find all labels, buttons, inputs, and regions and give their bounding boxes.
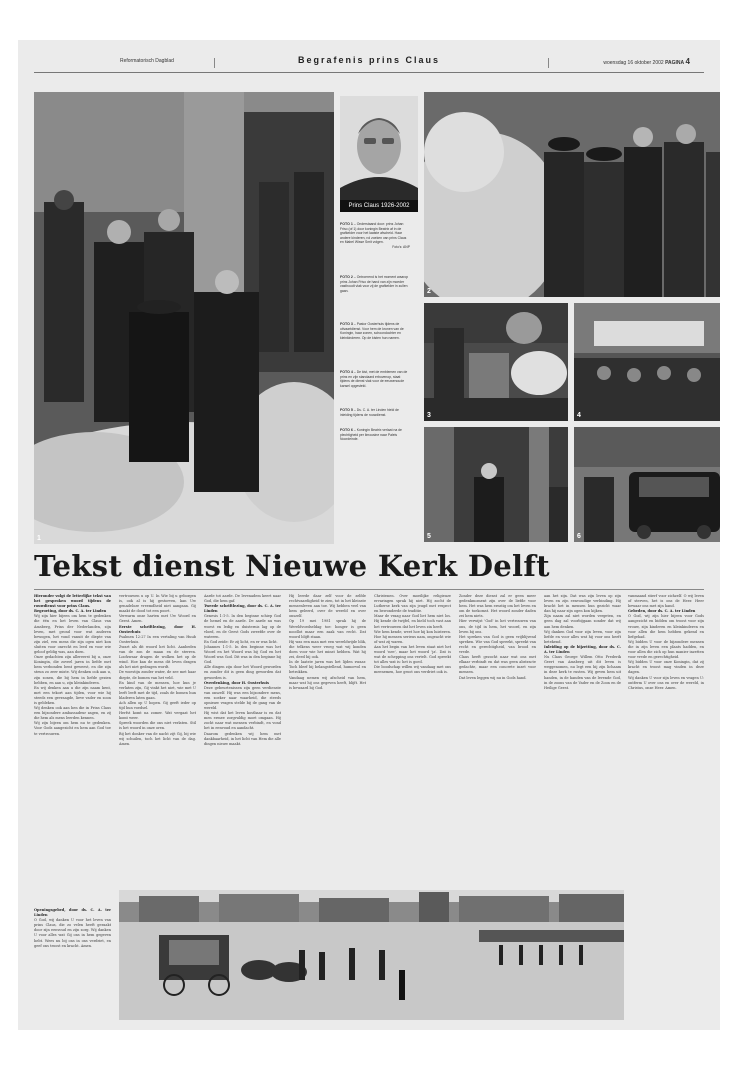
photo-4-coffin — [574, 303, 720, 421]
photo-procession-carriage — [119, 890, 624, 1020]
article-column-4 — [289, 594, 366, 884]
column-paragraph: Zijn naam zal niet worden vergeten, en geen dag zal voorbijgaan zonder dat wij aan hem denken. — [544, 614, 621, 629]
photo-5-image — [424, 427, 568, 542]
column-subheading: Inleiding op de bijzetting, door ds. C. A. ter Linden — [544, 644, 621, 655]
photo-caption-1 — [340, 222, 410, 250]
column-subheading: Openingsgebed, door ds. C. A. ter Linden — [34, 908, 111, 918]
column-paragraph: De woestijn zonder water, de zee met haar diepte, de bomen van het veld. — [119, 670, 196, 680]
photo-6-limousine — [574, 427, 720, 542]
photo-caption-2 — [340, 275, 410, 293]
photo-caption-4 — [340, 370, 410, 388]
column-paragraph: Christenen. Over moeilijke religieuze ervaringen sprak hij niet. Hij zocht de Lutherse kerk van zijn jeugd met respect en bewonderde de traditie. — [374, 594, 451, 614]
column-paragraph: Spreek woorden die ons niet verlaten. Stil is het woord in onze oren. — [119, 721, 196, 731]
photo-caption-5 — [340, 408, 410, 417]
article-column-3 — [204, 594, 281, 884]
caption-label: FOTO 1 — [340, 222, 353, 226]
caption-text: – Koningin Beatrix verlaat na de plechtigheid per limousine naar Paleis Noordeinde. — [340, 428, 402, 442]
page-label: PAGINA — [665, 60, 685, 66]
column-paragraph: Genesis 1:1-5. In den beginne schiep God de hemel en de aarde. De aarde nu was woest en ledig en duisternis lag op de vloed, en de Geest Gods zweefde over de wateren. — [204, 614, 281, 639]
column-paragraph: Ach allen op U hopen. Gij geeft ieder op tijd hun voedsel. — [119, 700, 196, 711]
column-subheading: Tweede schriftlezing, door ds. C. A. ter Linden — [204, 604, 281, 614]
caption-text: – Ds. C. A. ter Linden hield de inleiding tijdens de rouwdienst. — [340, 408, 399, 417]
photo-caption-3 — [340, 322, 410, 340]
headline-rule — [34, 589, 704, 590]
photo-number: 3 — [427, 412, 431, 419]
caption-label: FOTO 3 — [340, 322, 353, 326]
header-date-page — [603, 57, 690, 66]
column-paragraph: O God, wij danken U voor het leven van prins Claus, die zo velen heeft geraakt door zijn eenvoud en zijn zorg. Wij danken U voor alles wat Gij ons in hem gegeven hebt. Wees nu bij ons in ons verdriet, en geef ons troost en kracht. Amen. — [34, 918, 111, 948]
column-paragraph: Psalmen 12:27 In een vertaling van Huub Oosterhuis. — [119, 634, 196, 644]
column-paragraph: Wij bidden U voor de bijzondere mensen die in zijn leven een plaats hadden, en voor allen die zich op hun manier inzetten voor vrede en gerechtigheid. — [628, 639, 704, 660]
column-paragraph: Johannes 1:1-5. In den beginne was het Woord en het Woord was bij God en het Woord was God. Dit was in den beginne bij God. — [204, 644, 281, 665]
article-column-8 — [628, 594, 704, 1024]
column-paragraph: Daarom gedenken wij hem met dankbaarheid, in het licht van Hem die alle dingen nieuw maakt. — [204, 731, 281, 746]
photo-number: 4 — [577, 412, 581, 419]
column-paragraph: En wij denken aan u die zijn naam kent, met een tekort aan tijden, voor wie hij steeds een gevraagde, lieve vader en zoon is gebleken. — [34, 685, 111, 705]
caption-label: FOTO 4 — [340, 370, 353, 374]
photo-5-ds-ter-linden — [424, 427, 568, 542]
column-paragraph: Hier verwijst 'God' in het vertrouwen van ons, de tijd in hem, het woord, en zijn leven bij ons. — [459, 619, 536, 634]
caption-label: FOTO 5 — [340, 408, 353, 412]
column-paragraph: Maar de vraag naar God liet hem niet los. Hij kende de twijfel, en hield toch vast aan het vertrouwen dat het leven zin heeft. — [374, 614, 451, 629]
column-paragraph: Hij leerde daar zelf voor de zelfde rechtvaardigheid te zien, tot in het kleinste mensenleven aan toe. Wij hebben veel van hem geleerd, over de wereld en over onszelf. — [289, 594, 366, 619]
column-paragraph: O God, wij zijn hier bijeen voor Gods aangezicht en bidden om troost voor zijn vrouw, zijn kinderen en kleinkinderen en voor allen die hem hebben gekend en liefgehad. — [628, 614, 704, 639]
column-paragraph: Wij danken U voor zijn leven en vragen U: ontferm U over ons en over de wereld, in Christus, onze Heer. Amen. — [628, 675, 704, 690]
issue-date: woensdag 16 oktober 2002 — [603, 60, 664, 66]
column-paragraph: Dat leven leggen wij nu in Gods hand. — [459, 675, 527, 680]
column-paragraph: En God zeide: Er zij licht, en er was licht. — [204, 639, 278, 644]
photo-number: 1 — [37, 535, 41, 542]
column-paragraph: Claus heeft gezocht naar wat ons met elkaar verbindt en dat was geen abstracte gedachte, maar een concrete inzet voor mensen. — [459, 655, 536, 675]
column-paragraph: aan het zijn. Dat was zijn leven op zijn leven en zijn eenvoudige verbinding. Hij bracht het in mensen hun gezicht waar dan hij naar zijn ogen kon kijken. — [544, 594, 621, 614]
column-paragraph: Wij zijn hier bijeen om hem te gedenken die één en het leven van Claus van Amsberg, Prins der Nederlanden, zijn leven, met grond voor wat anderen bewogen, het vond vanuit de diepte van zijn ziel, een mens die zijn ogen niet kon sluiten voor onrecht en leed en voor wie geloof geldig was, aan doen. — [34, 614, 111, 655]
column-paragraph: Alle dingen zijn door het Woord geworden en zonder dit is geen ding geworden dat geworden is. — [204, 665, 281, 680]
header-divider — [548, 58, 549, 68]
column-paragraph: Vandaag nemen wij afscheid van hem, maar wat hij ons gegeven heeft, blijft. Het is bewaard bij God. — [289, 675, 366, 690]
column-paragraph: Die boodschap willen wij vandaag met ons meenemen, hoe groot ons verdriet ook is. — [374, 665, 451, 675]
caption-text: – De kist, met de emblemen van de prins en zijn standaard erbovenop, staat tijdens de dienst vlak voor de eeuwenoude kansel opgesteld. — [340, 370, 408, 388]
column-paragraph: Nu Claus George Willem Otto Frederik Geert van Amsberg uit dit leven is weggenomen, nu legt een hij zijn lichaam in deze kerk te rusten. Wij geven hem uit handen, in de handen van de levende God, in de zoons van de Vader en de Zoon en de Heilige Geest. — [544, 655, 621, 690]
article-headline: Tekst dienst Nieuwe Kerk Delft — [34, 549, 550, 583]
column-paragraph: In de laatste jaren was het lijden zwaar. Toch bleef hij belangstellend, humorvol en betrokken. — [289, 660, 366, 675]
column-paragraph: Hij was een man met een wereldwijde blik, die telkens weer vroeg wat wij konden doen voor wie het minst hebben. Wat hij zei, deed hij ook. — [289, 639, 366, 660]
column-paragraph: vanmaand stierf voor zichzelf. O wij leven of sterven, het is ons de Heer. Heer bewaar ons met zijn hand. — [628, 594, 704, 609]
photo-number: 6 — [577, 533, 581, 540]
column-paragraph: Wij bidden U voor onze Koningin, dat zij kracht en troost mag vinden in deze dagen. — [628, 660, 704, 675]
column-subheading: Gebeden, door ds. C. A. ter Linden — [628, 609, 696, 614]
column-paragraph: Zwart als dit woord het licht. Aanbeden van de zon de maan en de sterren. Loofzwaar dragen de wolken het op de wind. Hoe kan de mens dit leven dragen als het niet gedragen wordt. — [119, 644, 196, 670]
photo-1-funeral-procession — [34, 92, 334, 544]
column-paragraph: Op 19 mei 1981 sprak hij de Wereldvoedseldag toe: honger is geen noodlot maar een zaak van recht. Dat woord blijft staan. — [289, 619, 366, 639]
column-subheading: Overdenking, door H. Oosterhuis — [204, 680, 269, 685]
article-column-5 — [374, 594, 451, 884]
column-paragraph: Onze gedachten zijn allereerst bij u, onze Koningin, die zoveel jaren in liefde met hem verbonden bent geweest, en die zijn steun zo zeer miste. Wij denken ook aan u, zijn zonen, die bij hem in liefde gezien hebben, en aan u, zijn kleinkinderen. — [34, 655, 111, 685]
caption-label: FOTO 2 — [340, 275, 353, 279]
column-paragraph: Wij danken God voor zijn leven, voor zijn liefde en voor alles wat hij voor ons heeft betekend. — [544, 629, 621, 644]
column-paragraph: Herfst komt na zomer. Wat vergaat het komt weer. — [119, 711, 196, 721]
column-paragraph: Wie hem kende, weet hoe hij kon luisteren. Hoe hij mensen serieus nam, ongeacht wie of wat zij waren. — [374, 629, 451, 644]
column-paragraph: Hieronder volgt de letterlijke tekst van het gesproken woord tijdens de rouwdienst voor prins Claus. — [34, 594, 111, 609]
article-column-1-lower — [34, 908, 111, 1028]
article-column-1 — [34, 594, 111, 737]
photo-6-image — [574, 427, 720, 542]
caption-text: – Onderstaand door: prins Johan Friso (of 1) door koningin Beatrix af in de grafkelder voor het laatste afscheid. Haar andere kinderen, rol zoeken van prins Claus en Mabel Wisse Smit volgen. — [340, 222, 407, 245]
article-column-2 — [119, 594, 196, 884]
photo-2-image — [424, 92, 720, 297]
column-paragraph: Het spreken van God is geen vrijblijvend spreken. Wie van God spreekt, spreekt van recht en gerechtigheid, van brood en vrede. — [459, 634, 536, 655]
column-paragraph: Aan het begin van het leven staat niet het woord 'nee', maar het woord 'ja'. Dat is wat de schepping ons vertelt. God spreekt tot alles wat is: het is goed. — [374, 644, 451, 665]
column-paragraph: Hij wist dat het leven kostbaar is en dat men ermee zorgvuldig moet omgaan. Hij zocht naar wat mensen verbindt, en vond het in eenvoud en aandacht. — [204, 711, 281, 731]
column-paragraph: Wij zijn bijeen om hem nu te gedenken. Voor Gods aangezicht en hem aan God toe te vertrouwen. — [34, 721, 111, 736]
column-paragraph: Wij denken ook aan hen die in Prins Claus een bijzondere ambassadeur zagen, en zij die hem als mens leerden kennen. — [34, 706, 111, 721]
portrait-image — [340, 96, 418, 212]
column-paragraph: Deze gebeurtenissen zijn geen verdienste van onszelf. Hij was een bijzondere mens, een zoeker naar waarheid, die steeds opnieuw vragen stelde bij de gang van de wereld. — [204, 685, 281, 711]
column-subheading: Begroeting, door ds. C. A. ter Linden — [34, 609, 107, 614]
portrait-caption: Prins Claus 1926-2002 — [340, 200, 418, 212]
column-paragraph: Zonder deze dienst zal er geen meer gedenkmoment zijn over de liefde voor hem. Het was hem ernstig om het leven en om de toekomst. Het woord zonder daden zei hem niets. — [459, 594, 536, 619]
column-subheading: Eerste schriftlezing, door H. Oosterhuis — [119, 624, 196, 634]
photo-3-pastor-service — [424, 303, 568, 421]
newspaper-page — [18, 40, 720, 1030]
caption-text: – Pastor Oosterhuis tijdens de uitvaartdienst. Voor hem de kronen van de Koningin, haar zonen, schoondochter en kleinkinderen. Op de kisten hun namen. — [340, 322, 404, 340]
photo-1-image — [34, 92, 334, 544]
article-column-6 — [459, 594, 536, 884]
procession-image — [119, 890, 624, 1020]
column-paragraph: Bij het donker van de nacht zijt Gij, bij wie wij schuilen, toch het licht van de dag. Amen. — [119, 731, 196, 746]
column-paragraph: Verwarm onze harten met Uw Woord en Geest. Amen. — [119, 614, 196, 624]
photo-3-image — [424, 303, 568, 421]
article-column-7 — [544, 594, 621, 884]
portrait-prins-claus — [340, 96, 418, 212]
photo-2-mourners — [424, 92, 720, 297]
section-title: Begrafenis prins Claus — [297, 55, 441, 65]
caption-text: – Ontroerend is het moment waarop prins Johan Friso de hand van zijn moeder vasthoudt vlak voor zij de grafkelder in zullen gaan. — [340, 275, 409, 293]
page-number: 4 — [685, 57, 690, 66]
column-paragraph: vertrouwen u op U. In Wie bij u geborgen is, ook al is hij gestorven, kan Uw genadeloze vreemdheid niet aangaan. Gij maakt de dood tot een poort. — [119, 594, 196, 614]
photo-credit: Foto's: ANP — [392, 244, 410, 249]
column-paragraph: En kind van de mensen, hoe kun je verlaten zijn, Gij vinkt het niet, wie met U leeft leeft met de tijd, zoals de bomen hun bladeren laten gaan. — [119, 680, 196, 700]
photo-caption-6 — [340, 428, 410, 442]
photo-number: 2 — [427, 288, 431, 295]
photo-number: 5 — [427, 533, 431, 540]
newspaper-name: Reformatorisch Dagblad — [120, 58, 174, 64]
header-rule — [34, 72, 704, 73]
page-header — [18, 40, 720, 74]
caption-label: FOTO 6 — [340, 428, 353, 432]
column-paragraph: Aarde tot aarde. De levenadem keert naar God, die hem gaf. — [204, 594, 281, 604]
photo-4-image — [574, 303, 720, 421]
